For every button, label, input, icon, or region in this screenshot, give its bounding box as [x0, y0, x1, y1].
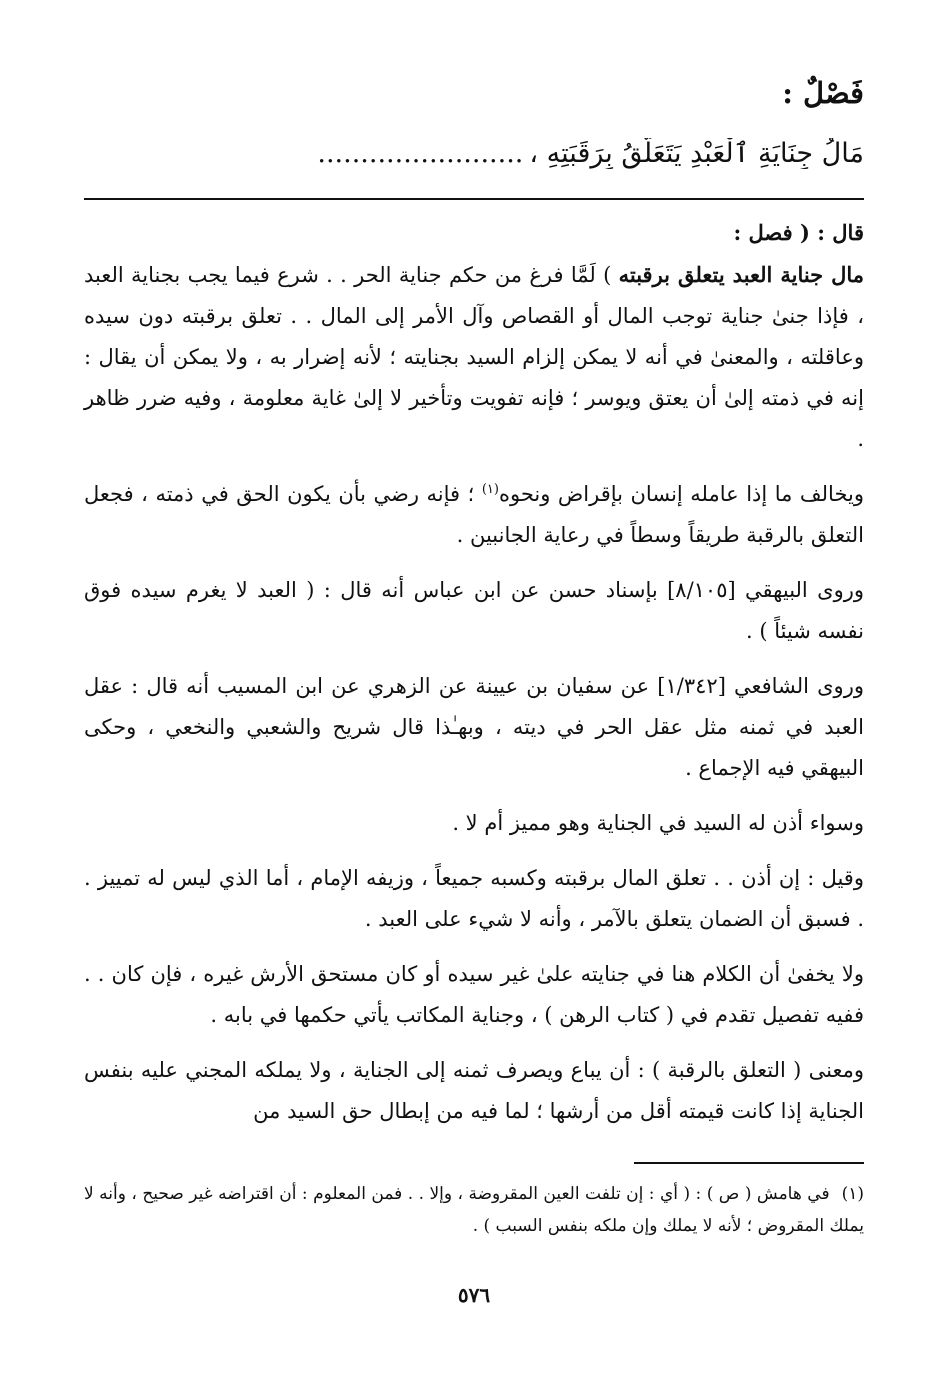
paragraph: ومعنى ( التعلق بالرقبة ) : أن يباع ويصرف ثمنه إلى الجناية ، ولا يملكه المجني عليه بنفس الجناية إذا كانت قيمته أقل من أرشها ؛ لما فيه من إبطال حق السيد من [84, 1058, 864, 1123]
header-divider [84, 198, 864, 200]
paragraph [84, 254, 864, 460]
footnote-number: (١) [841, 1184, 864, 1204]
paragraph: وروى البيهقي [٨/١٠٥] بإسناد حسن عن ابن عباس أنه قال : ( العبد لا يغرم سيده فوق نفسه شيئاً ) . [84, 578, 864, 643]
paragraph: ولا يخفىٰ أن الكلام هنا في جنايته علىٰ غير سيده أو كان مستحق الأرش غيره ، فإن كان . . ففيه تفصيل تقدم في ( كتاب الرهن ) ، وجناية المكاتب يأتي حكمها في بابه . [84, 962, 864, 1027]
paragraph-text: ويخالف ما إذا عامله إنسان بإقراض ونحوه [498, 482, 864, 506]
book-page [84, 0, 864, 1376]
bold-quote: مال جناية العبد يتعلق برقبته [618, 262, 865, 287]
paragraph-intro [84, 212, 864, 254]
paragraph: وسواء أذن له السيد في الجناية وهو مميز أم لا . [452, 811, 864, 835]
footnote [84, 1178, 864, 1242]
footnote-marker[interactable]: (١) [481, 482, 499, 497]
matn-dots: ........................ [317, 138, 524, 169]
page-number: ٥٧٦ [457, 1283, 491, 1307]
footnotes [84, 1178, 864, 1242]
intro-label: قال : ( فصل : [733, 220, 864, 245]
matn-text: مَالُ جِنَايَةِ ٱلْعَبْدِ يَتَعَلَّقُ بِرَقَبَتِهِ ، [529, 138, 864, 169]
footnote-divider [634, 1162, 864, 1164]
matn-line [84, 138, 864, 169]
paragraph-text: ؛ فإنه رضي بأن يكون الحق في ذمته ، فجعل التعلق بالرقبة طريقاً وسطاً في رعاية الجانبين . [84, 482, 864, 547]
paragraph: وروى الشافعي [١/٣٤٢] عن سفيان بن عيينة عن الزهري عن ابن المسيب أنه قال : عقل العبد في ثمنه مثل عقل الحر في ديته ، وبهـٰذا قال شريح والشعبي والنخعي ، وحكى البيهقي فيه الإجماع . [84, 674, 864, 780]
commentary-body [84, 212, 864, 1146]
paragraph-text: ) لَمَّا فرغ من حكم جناية الحر . . شرع فيما يجب بجناية العبد ، فإذا جنىٰ جناية توجب المال أو القصاص وآل الأمر إلى المال . . تعلق برقبته دون سيده وعاقلته ، والمعنىٰ في أنه لا يمكن إلزام السيد بجنايته ؛ لأنه إضرار به ، ولا يمكن أن يقال : إنه في ذمته إلىٰ أن يعتق ويوسر ؛ فإنه تفويت وتأخير لا إلىٰ غاية معلومة ، وفيه ضرر ظاهر . [84, 263, 864, 451]
paragraph: وقيل : إن أذن . . تعلق المال برقبته وكسبه جميعاً ، وزيفه الإمام ، أما الذي ليس له تمييز . . فسبق أن الضمان يتعلق بالآمر ، وأنه لا شيء على العبد . [84, 866, 864, 931]
footnote-text: في هامش ( ص ) : ( أي : إن تلفت العين المقروضة ، وإلا . . فمن المعلوم : أن اقتراضه غير صحيح ، وأنه لا يملك المقروض ؛ لأنه لا يملك وإن ملكه بنفس السبب ) . [84, 1184, 864, 1236]
section-title: فَصْلٌ : [782, 76, 864, 110]
paragraph [84, 474, 864, 556]
